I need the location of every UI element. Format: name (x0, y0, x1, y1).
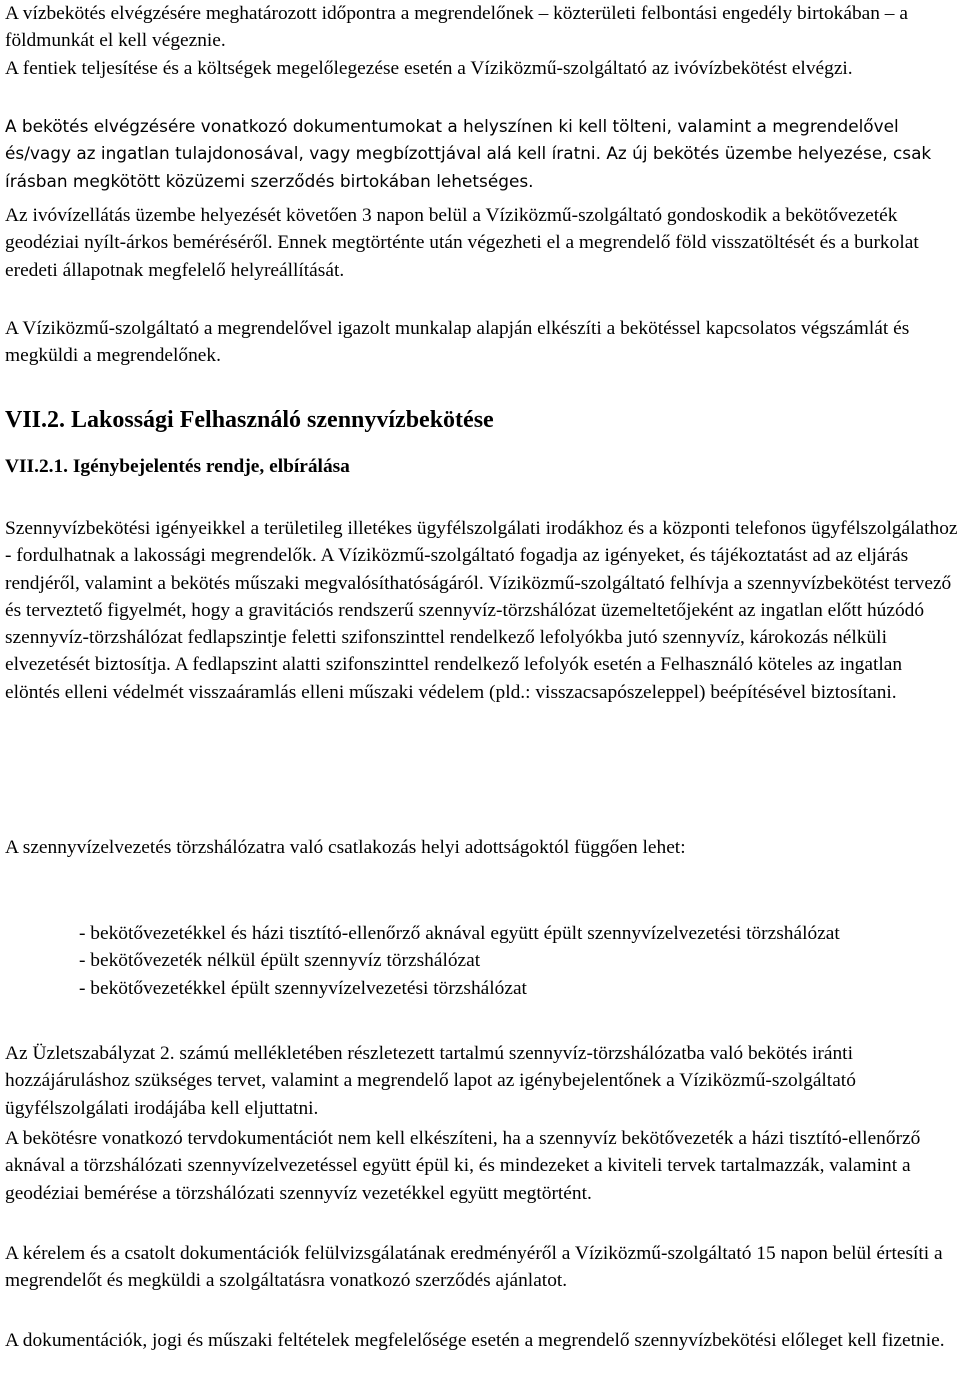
paragraph-text-part: Az új bekötés üzembe helyezése, csak írásban megkötött közüzemi szerződés birtokában lehetséges. (5, 143, 932, 191)
paragraph-advance-payment (5, 1327, 960, 1354)
paragraph-earthwork (5, 0, 960, 55)
list-item: - bekötővezeték nélkül épült szennyvíz törzshálózat (79, 950, 481, 972)
paragraph-connection-done (5, 55, 960, 82)
list-item: - bekötővezetékkel épült szennyvízelvezetési törzshálózat (79, 977, 527, 999)
paragraph-text: Az ivóvízellátás üzembe helyezését követően 3 napon belül a Víziközmű-szolgáltató gondoskodik a bekötővezeték geodéziai nyílt-árkos beméréséről. Ennek megtörténte után végezheti el a megrendelő föld visszatöltését és a burkolat eredeti állapotnak megfelelő helyreállítását. (5, 205, 919, 281)
paragraph-text: A kérelem és a csatolt dokumentációk felülvizsgálatának eredményéről a Víziközmű-szolgáltató 15 napon belül értesíti a megrendelőt és megküldi a szolgáltatásra vonatkozó szerződés ajánlatot. (5, 1243, 943, 1292)
paragraph-plan-submission (5, 1040, 960, 1122)
paragraph-invoice (5, 315, 960, 370)
paragraph-review (5, 1240, 960, 1295)
connection-types-list (79, 920, 939, 1002)
subsection-heading (5, 453, 960, 480)
paragraph-geodesy (5, 202, 960, 284)
section-heading (5, 405, 960, 435)
paragraph-text: Szennyvízbekötési igényeikkel a területileg illetékes ügyfélszolgálati irodákhoz és a központi telefonos ügyfélszolgálathoz - fordulhatnak a lakossági megrendelők. A Víziközmű-szolgáltató fogadja az igényeket, és tájékoztatást ad az eljárás rendjéről, valamint a bekötés műszaki megvalósíthatóságáról. Víziközmű-szolgáltató felhívja a szennyvízbekötést tervező és terveztető figyelmét, hogy a gravitációs rendszerű szennyvíz-törzshálózat üzemeltetőjeként az ingatlan előtt húzódó szennyvíz-törzshálózat fedlapszintje feletti szifonszinttel rendelkező lefolyókba jutó szennyvíz, károkozás nélküli elvezetését biztosítja. A fedlapszint alatti szifonszinttel rendelkező lefolyók esetén a Felhasználó köteles az ingatlan elöntés elleni védelmét visszaáramlás elleni műszaki védelem (pld.: visszacsapószeleppel) beépítésével biztosítani. (5, 518, 958, 703)
paragraph-text: A szennyvízelvezetés törzshálózatra való csatlakozás helyi adottságoktól függően lehet: (5, 837, 686, 858)
paragraph-text: A bekötésre vonatkozó tervdokumentációt nem kell elkészíteni, ha a szennyvíz bekötővezeték a házi tisztító-ellenőrző aknával a törzshálózati szennyvízelvezetéssel együtt épül ki, és mindezeket a kiviteli tervek tartalmazzák, valamint a geodéziai bemérése a törzshálózati szennyvíz vezetékkel együtt megtörtént. (5, 1128, 921, 1204)
paragraph-text: A fentiek teljesítése és a költségek megelőlegezése esetén a Víziközmű-szolgáltató az ivóvízbekötést elvégzi. (5, 58, 853, 79)
paragraph-text: Az Üzletszabályzat 2. számú mellékletében részletezett tartalmú szennyvíz-törzshálózatba való bekötés iránti hozzájáruláshoz szükséges tervet, valamint a megrendelő lapot az igénybejelentőnek a Víziközmű-szolgáltató ügyfélszolgálati irodájába kell eljuttatni. (5, 1043, 856, 1119)
paragraph-text (5, 113, 960, 195)
heading-text: VII.2.1. Igénybejelentés rendje, elbírálása (5, 456, 350, 477)
paragraph-connection-types-intro (5, 834, 960, 861)
paragraph-documents (5, 113, 960, 195)
heading-text: VII.2. Lakossági Felhasználó szennyvízbekötése (5, 407, 494, 433)
paragraph-text-part: A bekötés elvégzésére vonatkozó dokumentumokat a helyszínen ki kell tölteni, valamint a megrendelővel és/vagy az ingatlan tulajdonosával, vagy megbízottjával alá kell íratni. (5, 116, 899, 164)
paragraph-requests (5, 515, 960, 706)
paragraph-text: A vízbekötés elvégzésére meghatározott időpontra a megrendelőnek – közterületi felbontási engedély birtokában – a földmunkát el kell végeznie. (5, 3, 908, 52)
paragraph-plan-exemption (5, 1125, 960, 1207)
paragraph-text: A Víziközmű-szolgáltató a megrendelővel igazolt munkalap alapján elkészíti a bekötéssel kapcsolatos végszámlát és megküldi a megrendelőnek. (5, 318, 910, 367)
paragraph-text: A dokumentációk, jogi és műszaki feltételek megfelelősége esetén a megrendelő szennyvízbekötési előleget kell fizetnie. (5, 1330, 945, 1351)
list-item: - bekötővezetékkel és házi tisztító-ellenőrző aknával együtt épült szennyvízelvezetési törzshálózat (79, 923, 840, 944)
